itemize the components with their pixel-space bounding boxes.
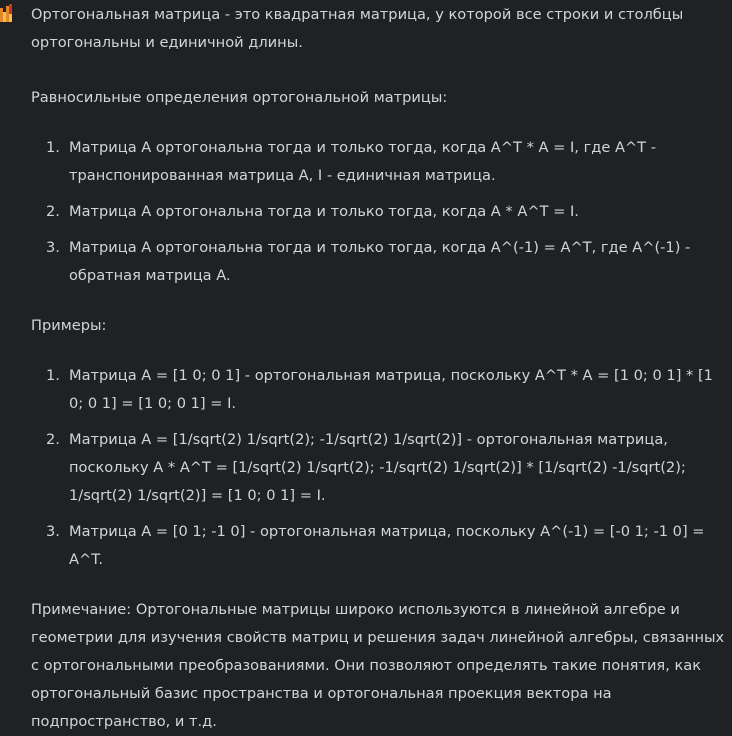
list-item — [31, 198, 731, 226]
list-item — [31, 134, 731, 190]
assistant-message — [31, 1, 731, 736]
assistant-avatar-icon — [0, 4, 12, 22]
note-paragraph: Примечание: Ортогональные матрицы широко используются в линейной алгебре и геометрии для изучения свойств матриц и решения задач линейной алгебры, связанных с ортогональными преобразованиями. Они позволяют определять такие понятия, как ортогональный базис пространства и ортогональная проекция вектора на подпространство, и т.д. — [31, 601, 725, 730]
definitions-list — [31, 134, 731, 290]
assistant-avatar — [0, 4, 12, 22]
list-item-number: 2. — [46, 431, 60, 448]
list-item-text: Матрица A = [1 0; 0 1] - ортогональная матрица, поскольку A^T * A = [1 0; 0 1] * [1 0; 0 1] = [1 0; 0 1] = I. — [69, 367, 713, 412]
list-item-number: 3. — [46, 239, 60, 256]
list-item-number: 1. — [46, 367, 60, 384]
list-item — [31, 362, 731, 418]
list-item-text: Матрица A ортогональна тогда и только тогда, когда A^(-1) = A^T, где A^(-1) - обратная матрица A. — [69, 239, 691, 284]
list-item-text: Матрица A = [0 1; -1 0] - ортогональная матрица, поскольку A^(-1) = [-0 1; -1 0] = A^T. — [69, 523, 705, 568]
examples-list — [31, 362, 731, 574]
list-item-number: 1. — [46, 139, 60, 156]
list-item-number: 2. — [46, 203, 60, 220]
list-item-text: Матрица A ортогональна тогда и только тогда, когда A * A^T = I. — [69, 203, 579, 220]
list-item — [31, 426, 731, 510]
list-item-text: Матрица A ортогональна тогда и только тогда, когда A^T * A = I, где A^T - транспонированная матрица A, I - единичная матрица. — [69, 139, 656, 184]
definitions-title: Равносильные определения ортогональной матрицы: — [31, 89, 448, 106]
examples-title: Примеры: — [31, 317, 107, 334]
list-item — [31, 518, 731, 574]
list-item-text: Матрица A = [1/sqrt(2) 1/sqrt(2); -1/sqrt(2) 1/sqrt(2)] - ортогональная матрица, поскольку A * A^T = [1/sqrt(2) 1/sqrt(2); -1/sqrt(2) 1/sqrt(2)] * [1/sqrt(2) -1/sqrt(2); 1/sqrt(2) 1/sqrt(2)] = [1 0; 0 1] = I. — [69, 431, 686, 504]
list-item-number: 3. — [46, 523, 60, 540]
list-item — [31, 234, 731, 290]
intro-paragraph: Ортогональная матрица - это квадратная матрица, у которой все строки и столбцы ортогональны и единичной длины. — [31, 6, 684, 51]
